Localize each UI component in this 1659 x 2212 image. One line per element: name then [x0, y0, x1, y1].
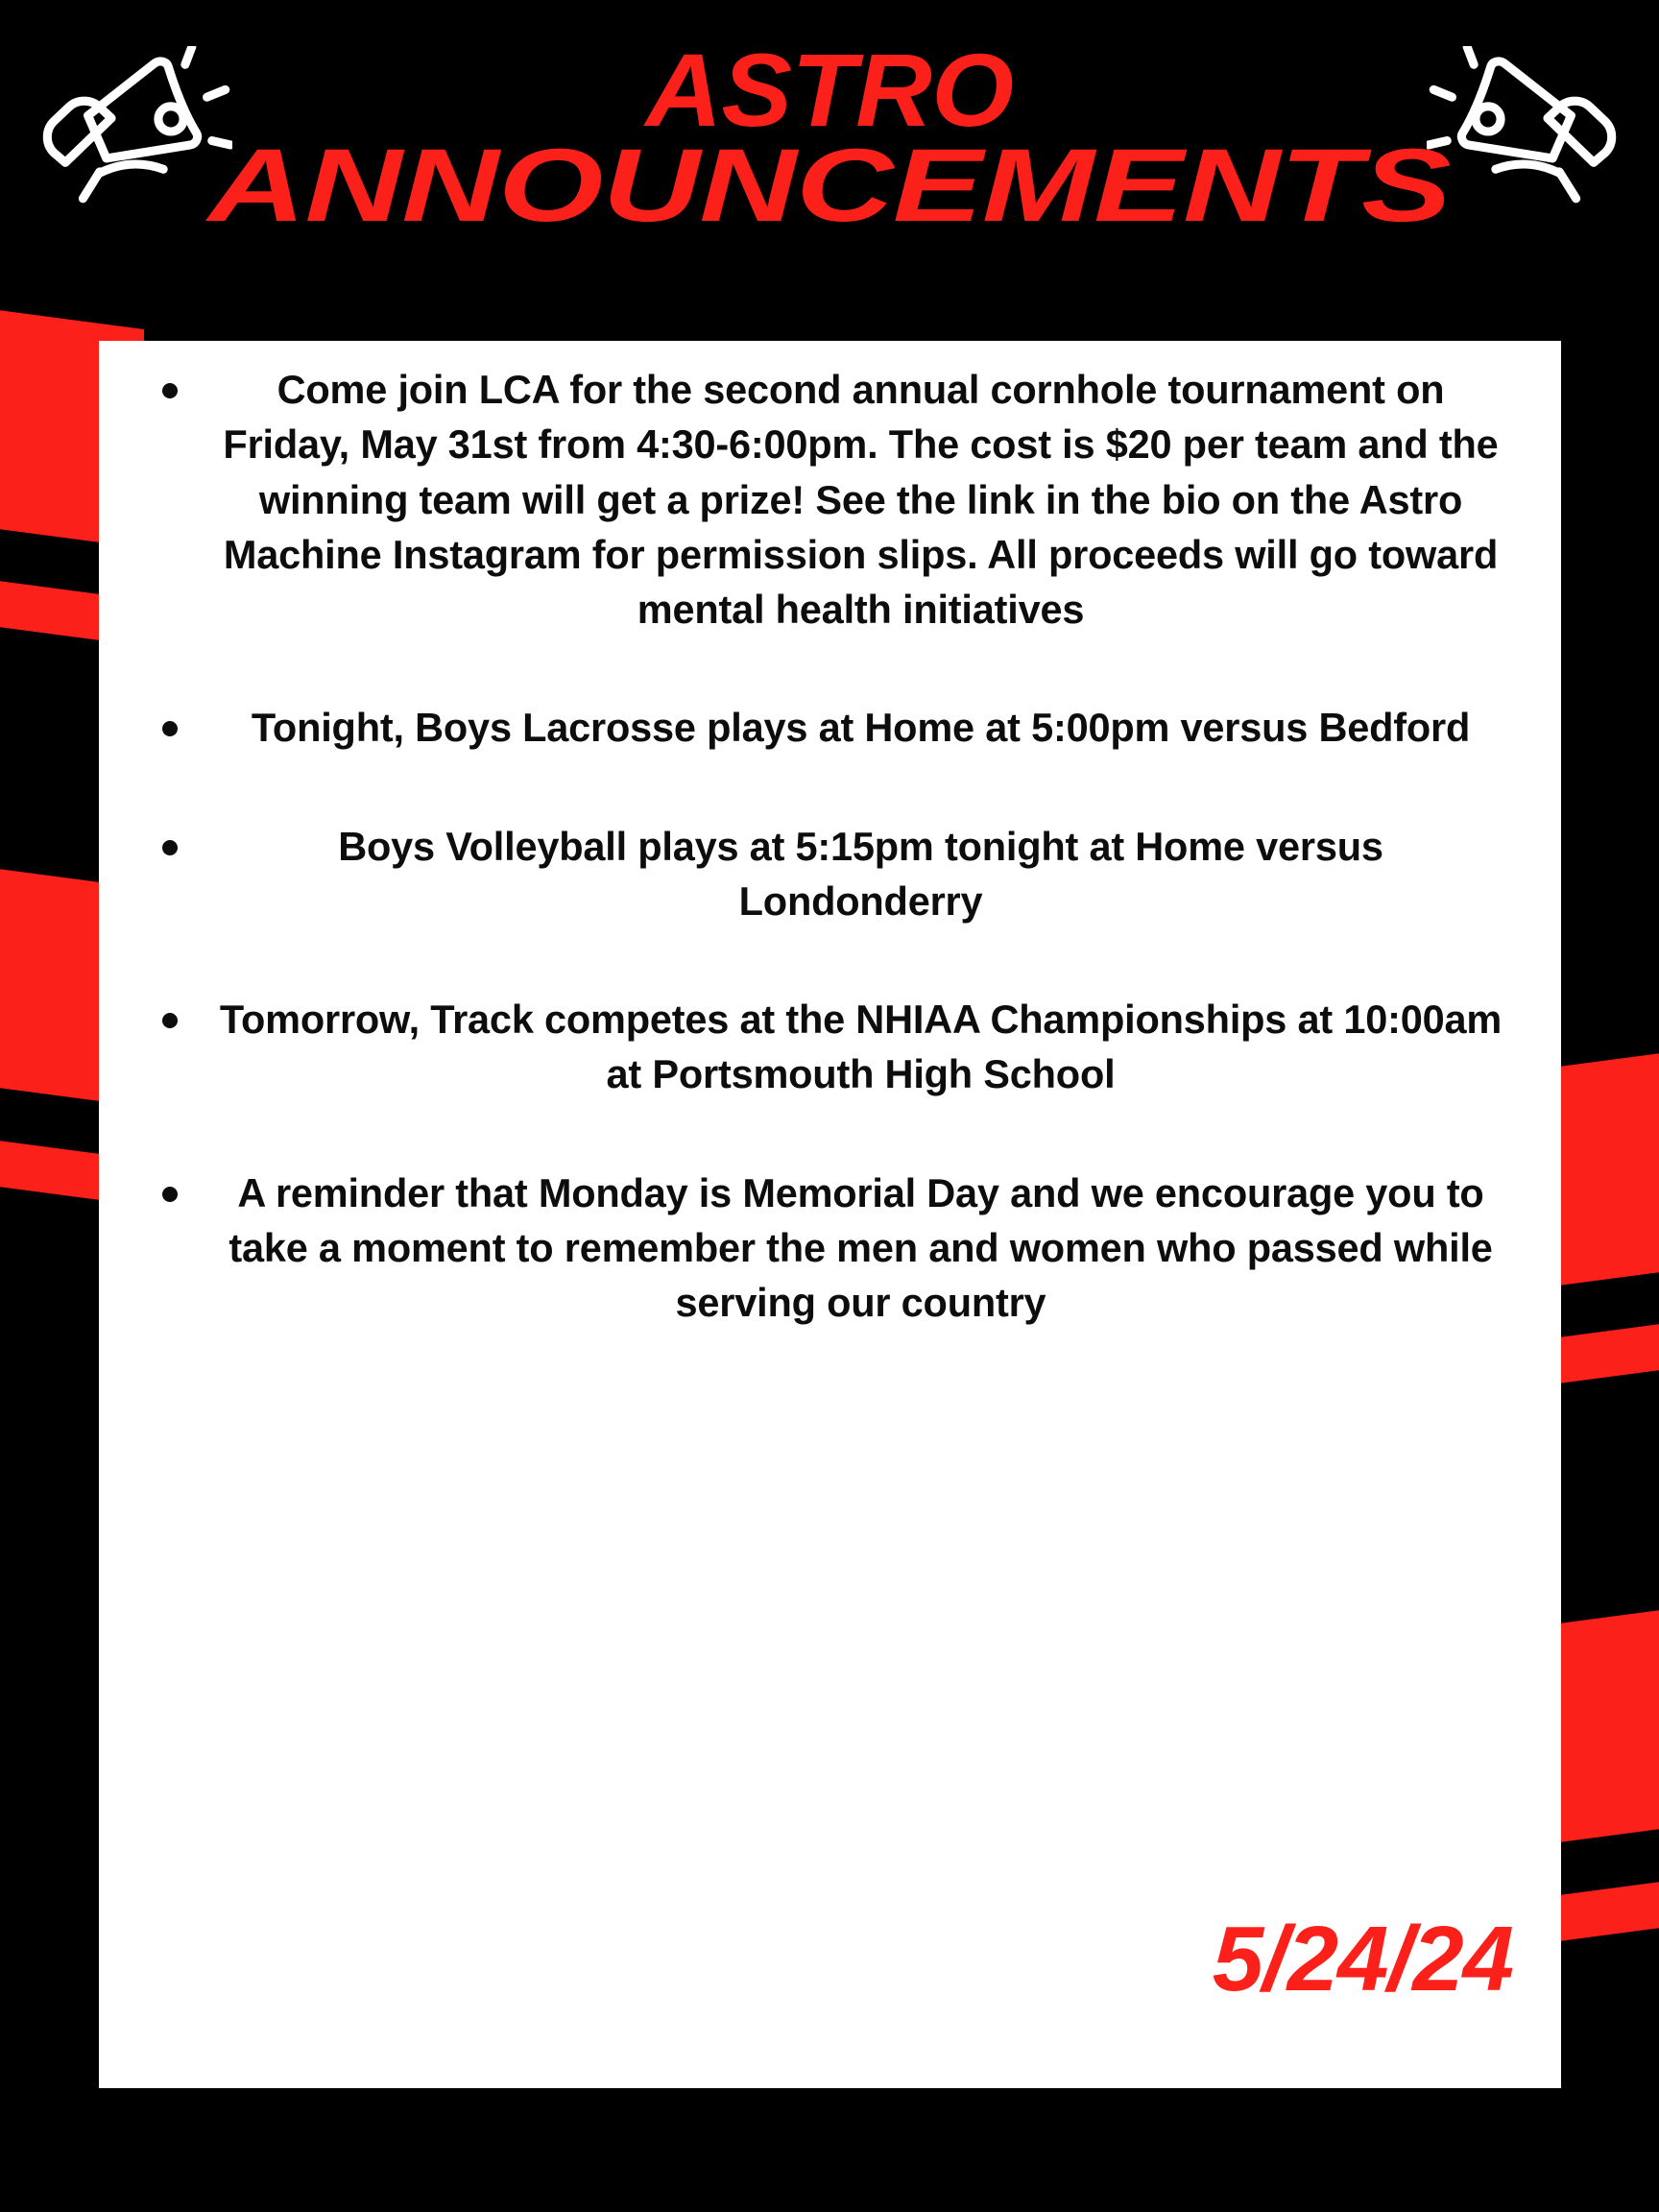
- list-item: Tomorrow, Track competes at the NHIAA Championships at 10:00am at Portsmouth High School: [145, 992, 1515, 1102]
- date-stamp: 5/24/24: [1212, 1908, 1513, 2010]
- list-item: Boys Volleyball plays at 5:15pm tonight at Home versus Londonderry: [145, 819, 1515, 929]
- announcement-list: [145, 362, 1515, 1330]
- poster-header: [0, 0, 1659, 344]
- list-item: Tonight, Boys Lacrosse plays at Home at 5:00pm versus Bedford: [145, 700, 1515, 755]
- title-line-astro: ASTRO: [645, 32, 1014, 148]
- list-item: A reminder that Monday is Memorial Day and we encourage you to take a moment to remember the men and women who passed while serving our country: [145, 1166, 1515, 1331]
- list-item: Come join LCA for the second annual cornhole tournament on Friday, May 31st from 4:30-6:00pm. The cost is $20 per team and the winning team will get a prize! See the link in the bio on the Astro Machine Instagram for permission slips. All proceeds will go toward mental health initiatives: [145, 362, 1515, 637]
- poster-title: [0, 32, 1659, 244]
- title-line-announcements: ANNOUNCEMENTS: [207, 127, 1452, 244]
- announcements-card: [99, 341, 1561, 2088]
